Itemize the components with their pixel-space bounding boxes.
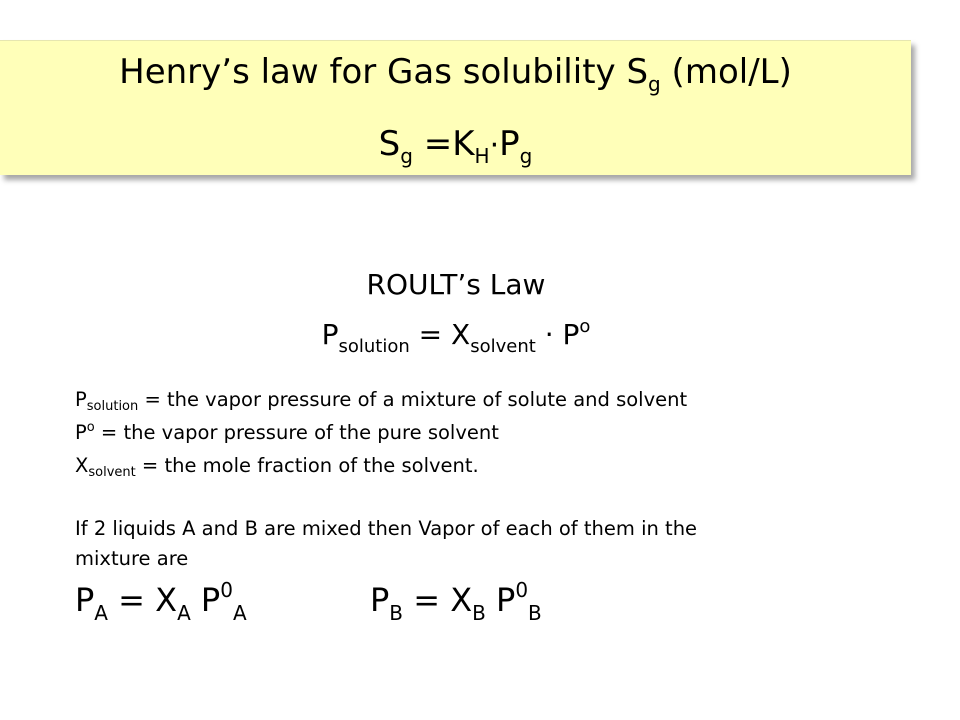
definition-p-solution — [75, 385, 915, 418]
henry-formula-s-sub: g — [400, 144, 413, 168]
eq-a-x-sub: A — [177, 601, 191, 625]
eq-a-p0: P — [190, 581, 221, 619]
henry-formula-k-sub: H — [474, 144, 490, 168]
roult-formula-eq: = X — [409, 318, 471, 351]
henry-formula-eq: =K — [412, 124, 475, 164]
henry-title-unit: (mol/L) — [660, 52, 792, 92]
def3-subscript: solvent — [88, 465, 136, 480]
mixture-intro-line2: mixture are — [75, 547, 189, 570]
def1-symbol: P — [75, 388, 87, 411]
eq-b-p0-sub: B — [528, 601, 542, 625]
eq-a-p0-sub: A — [232, 601, 247, 625]
roult-law-formula — [0, 315, 912, 359]
def1-text: = the vapor pressure of a mixture of solute and solvent — [138, 388, 688, 411]
eq-a-p0-sup: 0 — [220, 578, 233, 602]
def2-superscript: o — [86, 420, 95, 435]
henry-formula-dot: · — [489, 128, 500, 163]
def2-text: = the vapor pressure of the pure solvent — [94, 421, 499, 444]
roult-formula-x-sub: solvent — [470, 336, 536, 357]
henry-formula-s: S — [378, 124, 401, 164]
definition-p-pure — [75, 418, 915, 451]
henry-title-subscript: g — [648, 72, 661, 96]
eq-b-eq: = X — [403, 581, 473, 619]
henry-law-title — [0, 51, 911, 97]
roult-formula-p-sub: solution — [338, 336, 410, 357]
henry-title-text: Henry’s law for Gas solubility S — [119, 52, 649, 92]
roult-formula-p: P — [321, 318, 339, 351]
def3-text: = the mole fraction of the solvent. — [135, 454, 479, 477]
eq-a-p: P — [75, 581, 95, 619]
eq-a-p-sub: A — [94, 601, 108, 625]
henry-law-formula — [0, 123, 911, 169]
definition-x-solvent — [75, 451, 915, 484]
definitions-block — [75, 385, 915, 574]
def2-symbol: P — [75, 421, 87, 444]
roult-formula-p0-sup: o — [579, 316, 591, 337]
eq-b-p: P — [370, 581, 390, 619]
def3-symbol: X — [75, 454, 89, 477]
henry-formula-p-sub: g — [519, 144, 533, 168]
roult-law-title: ROULT’s Law — [366, 268, 546, 301]
eq-b-p-sub: B — [389, 601, 404, 625]
spacer — [75, 484, 915, 514]
eq-a-eq: = X — [107, 581, 178, 619]
equation-a — [75, 580, 247, 624]
mixture-intro-line1: If 2 liquids A and B are mixed then Vapor of each of them in the — [75, 517, 698, 540]
henry-formula-p: P — [499, 124, 520, 164]
eq-b-x-sub: B — [472, 601, 486, 625]
eq-b-p0-sup: 0 — [515, 578, 529, 602]
equation-b — [370, 580, 542, 624]
roult-formula-dot: · — [535, 318, 563, 351]
def1-subscript: solution — [86, 399, 139, 414]
roult-formula-p0: P — [562, 318, 580, 351]
eq-b-p0: P — [485, 581, 516, 619]
